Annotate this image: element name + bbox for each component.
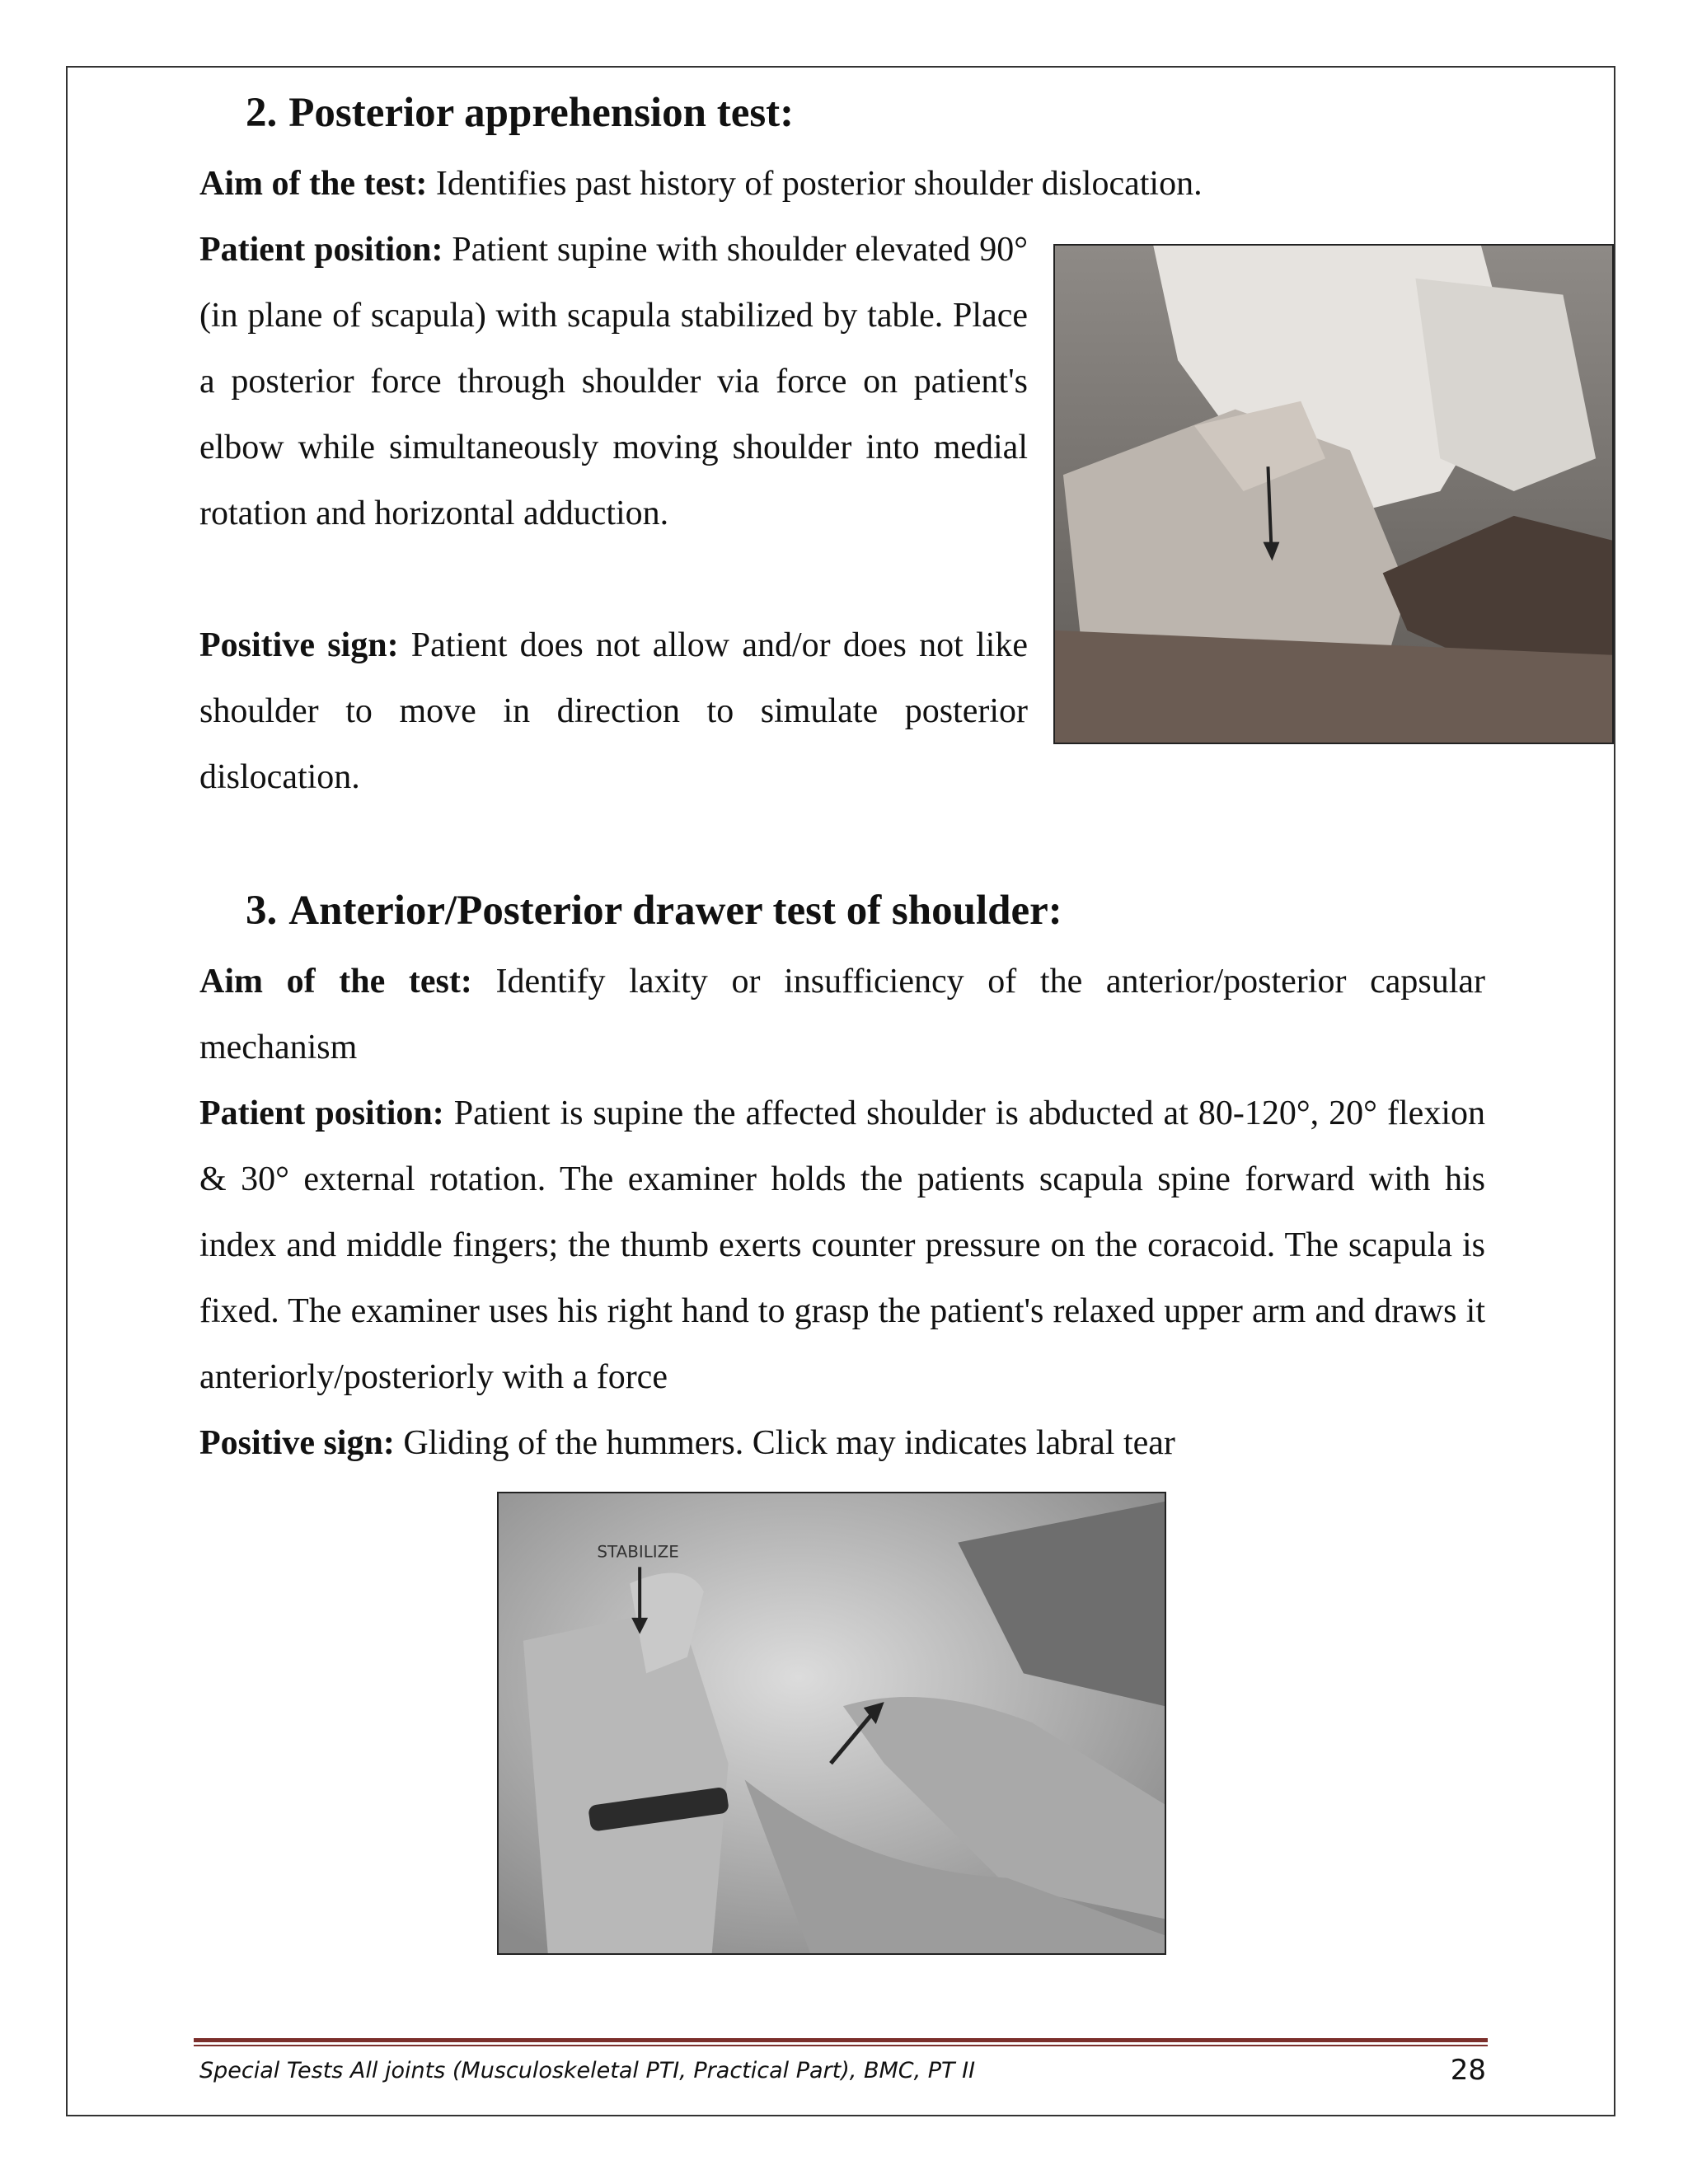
- section-2-sign-label: Positive sign:: [199, 626, 399, 664]
- section-3-heading: [246, 890, 1062, 932]
- drawer-test-photo: [497, 1492, 1166, 1955]
- posterior-apprehension-photo: [1053, 244, 1614, 744]
- section-3-aim: [199, 949, 1485, 1080]
- section-2-sign: [199, 612, 1028, 810]
- section-2-number: 2.: [246, 90, 278, 136]
- section-2-aim-label: Aim of the test:: [199, 165, 428, 203]
- section-2-title: Posterior apprehension test:: [288, 90, 795, 136]
- stabilize-label: STABILIZE: [597, 1542, 679, 1562]
- section-2-position-label: Patient position:: [199, 231, 443, 269]
- footer-text: Special Tests All joints (Musculoskeletal PTI, Practical Part), BMC, PT II: [199, 2058, 976, 2083]
- section-2-position: [199, 217, 1028, 546]
- section-3-sign-text: Gliding of the hummers. Click may indicates labral tear: [394, 1424, 1175, 1462]
- section-2-aim-text: Identifies past history of posterior shoulder dislocation.: [427, 165, 1203, 203]
- section-3-aim-label: Aim of the test:: [199, 963, 472, 1001]
- footer-rule-thin: [194, 2045, 1488, 2046]
- section-2-aim: [199, 151, 1518, 217]
- section-3-position-text: Patient is supine the affected shoulder is abducted at 80-120°, 20° flexion & 30° external rotation. The examiner holds the patients scapula spine forward with his index and middle fingers; the thumb exerts counter pressure on the coracoid. The scapula is fixed. The examiner uses his right hand to grasp the patient's relaxed upper arm and draws it anteriorly/posteriorly with a force: [199, 1094, 1485, 1396]
- section-3-position-label: Patient position:: [199, 1094, 444, 1132]
- section-2-sign-text: Patient does not allow and/or does not like shoulder to move in direction to simulate posterior dislocation.: [199, 626, 1028, 796]
- section-2-heading: [246, 92, 794, 134]
- footer-rule: [194, 2038, 1488, 2042]
- section-3-position: [199, 1080, 1485, 1410]
- section-3-title: Anterior/Posterior drawer test of shoulder:: [288, 888, 1062, 934]
- page-number: 28: [1450, 2054, 1486, 2087]
- section-2-position-text: Patient supine with shoulder elevated 90° (in plane of scapula) with scapula stabilized by table. Place a posterior force through shoulder via force on patient's elbow while simultaneously moving shoulder into medial rotation and horizontal adduction.: [199, 231, 1028, 532]
- section-3-aim-text: Identify laxity or insufficiency of the anterior/posterior capsular mechanism: [199, 963, 1486, 1066]
- section-3-number: 3.: [246, 888, 278, 934]
- section-3-sign-label: Positive sign:: [199, 1424, 395, 1462]
- section-3-sign: [199, 1410, 1485, 1476]
